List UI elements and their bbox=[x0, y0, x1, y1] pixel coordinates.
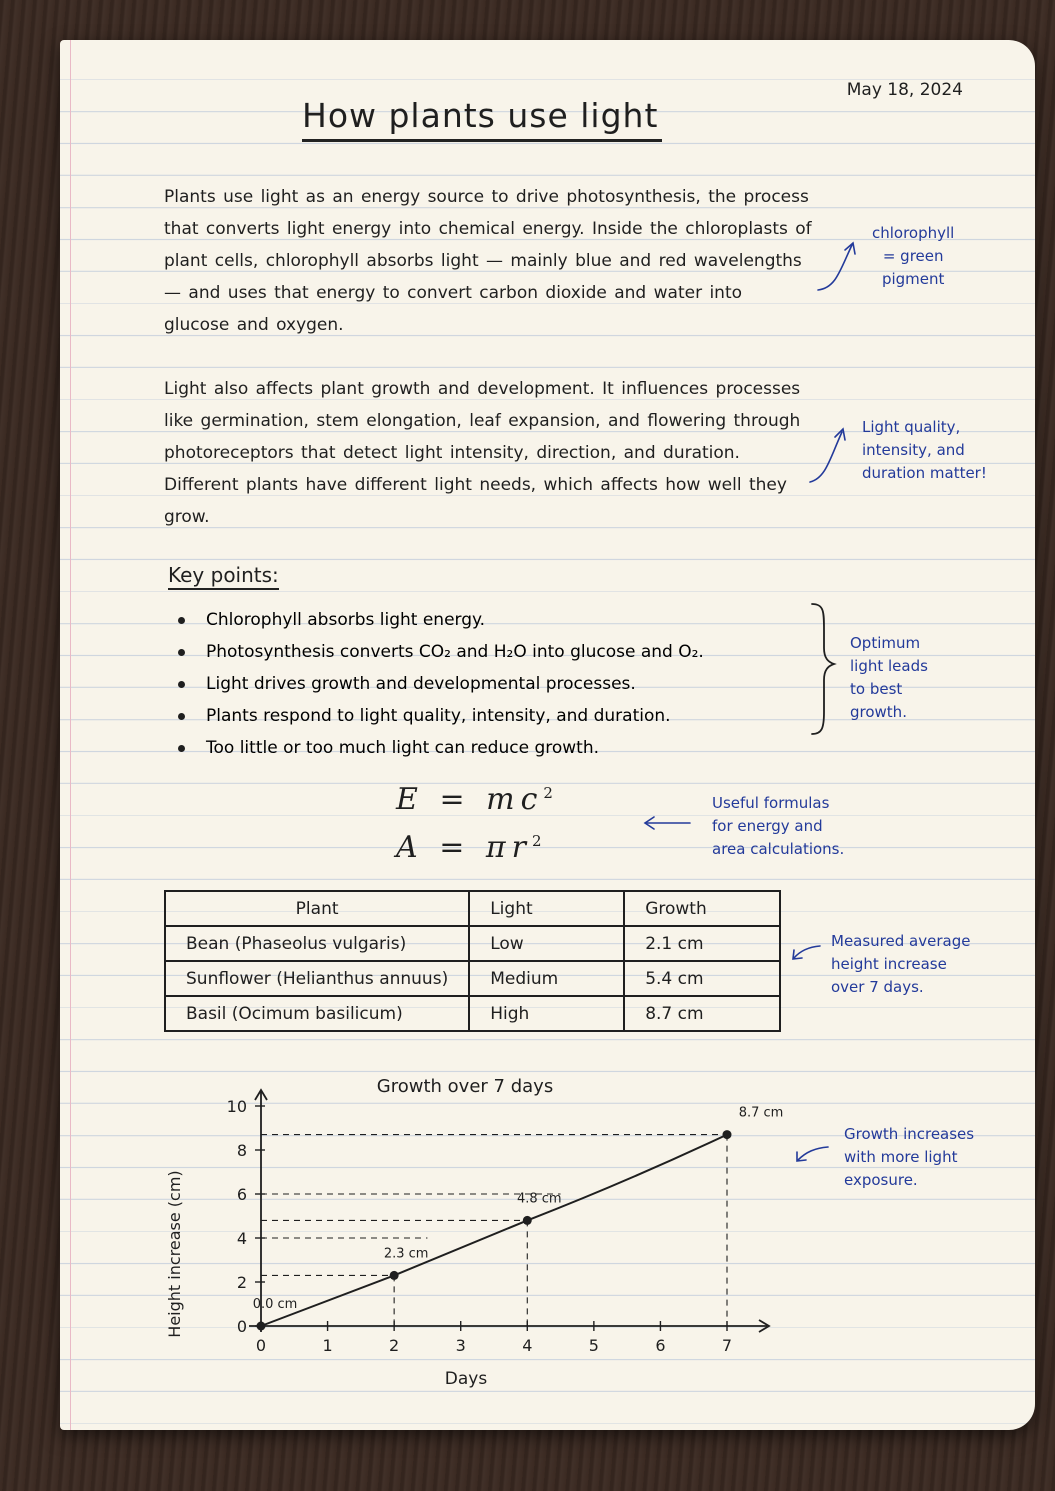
note-line: duration matter! bbox=[862, 464, 987, 482]
table-cell: 5.4 cm bbox=[624, 961, 780, 996]
table-cell: Sunflower (Helianthus annuus) bbox=[165, 961, 469, 996]
y-tick-label: 8 bbox=[236, 1141, 247, 1160]
chart-ylabel: Height increase (cm) bbox=[165, 1170, 184, 1338]
y-tick-label: 10 bbox=[226, 1097, 247, 1116]
table-cell: 8.7 cm bbox=[624, 996, 780, 1031]
x-tick-label: 7 bbox=[721, 1336, 733, 1355]
table-cell: High bbox=[469, 996, 624, 1031]
data-point bbox=[257, 1322, 266, 1331]
note-line: = green bbox=[882, 247, 944, 265]
series-line bbox=[261, 1135, 727, 1326]
list-item: Chlorophyll absorbs light energy. bbox=[178, 604, 704, 636]
data-label: 4.8 cm bbox=[516, 1191, 562, 1207]
curved-arrow-icon bbox=[810, 432, 842, 482]
note-line: with more light bbox=[844, 1148, 958, 1166]
table-header: Plant bbox=[165, 891, 469, 926]
curved-arrow-icon bbox=[818, 245, 852, 290]
note-line: Growth increases bbox=[844, 1125, 975, 1143]
data-label: 2.3 cm bbox=[383, 1246, 429, 1262]
x-tick-label: 5 bbox=[588, 1336, 599, 1355]
data-point bbox=[723, 1130, 732, 1139]
chart-ticks bbox=[227, 1097, 732, 1355]
y-tick-label: 2 bbox=[236, 1273, 247, 1292]
data-point bbox=[390, 1271, 399, 1280]
chart-axes bbox=[249, 1090, 769, 1332]
paragraph-growth: Light also affects plant growth and development. It influences processes like germination, stem elongation, leaf expansion, and flowering through photoreceptors that detect light intensity, direction, and duration. Different plants have different light needs, which affects how well they grow. bbox=[164, 379, 801, 527]
x-tick-label: 3 bbox=[455, 1336, 466, 1355]
note-line: Light quality, bbox=[862, 418, 961, 436]
chart-labels bbox=[253, 1106, 784, 1312]
note-line: over 7 days. bbox=[831, 978, 924, 996]
note-line: Measured average bbox=[831, 932, 971, 950]
note-line: height increase bbox=[831, 955, 947, 973]
note-line: growth. bbox=[850, 703, 907, 721]
formula-rhs: mc bbox=[486, 782, 544, 817]
formula-exponent: 2 bbox=[543, 784, 553, 802]
x-tick-label: 1 bbox=[322, 1336, 333, 1355]
table-cell: 2.1 cm bbox=[624, 926, 780, 961]
table-header: Growth bbox=[624, 891, 780, 926]
formula-rhs: πr bbox=[485, 830, 532, 865]
note-line: chlorophyll bbox=[872, 224, 955, 242]
paragraph-photosynthesis: Plants use light as an energy source to drive photosynthesis, the process that converts light energy into chemical energy. Inside the chloroplasts of plant cells, chlorophyll absorbs light — mainly blue and red wavelengths — and uses that energy to convert carbon dioxide and water into glucose and oxygen. bbox=[164, 187, 812, 335]
arrow-left-icon bbox=[794, 946, 820, 958]
chart-guides bbox=[261, 1135, 727, 1326]
formula-energy: $E = mc^2$ bbox=[396, 782, 553, 817]
formula-area: $A = \pi r^2$ bbox=[396, 830, 542, 865]
x-tick-label: 0 bbox=[255, 1336, 267, 1355]
data-label: 8.7 cm bbox=[738, 1105, 784, 1121]
page-date: May 18, 2024 bbox=[846, 80, 963, 100]
data-point bbox=[523, 1216, 532, 1225]
x-tick-label: 2 bbox=[389, 1336, 400, 1355]
table-cell: Basil (Ocimum basilicum) bbox=[165, 996, 469, 1031]
x-tick-label: 6 bbox=[655, 1336, 666, 1355]
note-line: intensity, and bbox=[862, 441, 965, 459]
list-item: Plants respond to light quality, intensity, and duration. bbox=[178, 700, 704, 732]
list-item: Photosynthesis converts CO₂ and H₂O into glucose and O₂. bbox=[178, 636, 704, 668]
note-line: to best bbox=[850, 680, 903, 698]
table-cell: Bean (Phaseolus vulgaris) bbox=[165, 926, 469, 961]
chart-series bbox=[257, 1130, 732, 1330]
table-cell: Low bbox=[469, 926, 624, 961]
key-points-heading: Key points: bbox=[168, 563, 279, 590]
note-line: light leads bbox=[850, 657, 928, 675]
note-line: Useful formulas bbox=[712, 794, 830, 812]
note-line: pigment bbox=[881, 270, 945, 288]
chart-title: Growth over 7 days bbox=[376, 1076, 554, 1097]
note-line: exposure. bbox=[844, 1171, 918, 1189]
table-cell: Medium bbox=[469, 961, 624, 996]
list-item: Light drives growth and developmental processes. bbox=[178, 668, 704, 700]
formula-exponent: 2 bbox=[531, 832, 542, 850]
y-tick-label: 6 bbox=[236, 1185, 247, 1204]
data-label: 0.0 cm bbox=[252, 1297, 298, 1312]
chart-xlabel: Days bbox=[444, 1369, 488, 1389]
curly-brace-icon bbox=[812, 604, 834, 734]
note-line: for energy and bbox=[712, 817, 823, 835]
y-tick-label: 4 bbox=[236, 1229, 247, 1248]
growth-chart bbox=[150, 1060, 830, 1405]
formula-lhs: A bbox=[396, 830, 424, 865]
note-line: Optimum bbox=[850, 634, 921, 652]
note-line: area calculations. bbox=[712, 840, 845, 858]
list-item: Too little or too much light can reduce growth. bbox=[178, 732, 704, 764]
formula-lhs: E bbox=[396, 782, 424, 817]
page-title: How plants use light bbox=[302, 96, 662, 142]
table-header: Light bbox=[469, 891, 624, 926]
y-tick-label: 0 bbox=[236, 1317, 247, 1336]
x-tick-label: 4 bbox=[522, 1336, 533, 1355]
